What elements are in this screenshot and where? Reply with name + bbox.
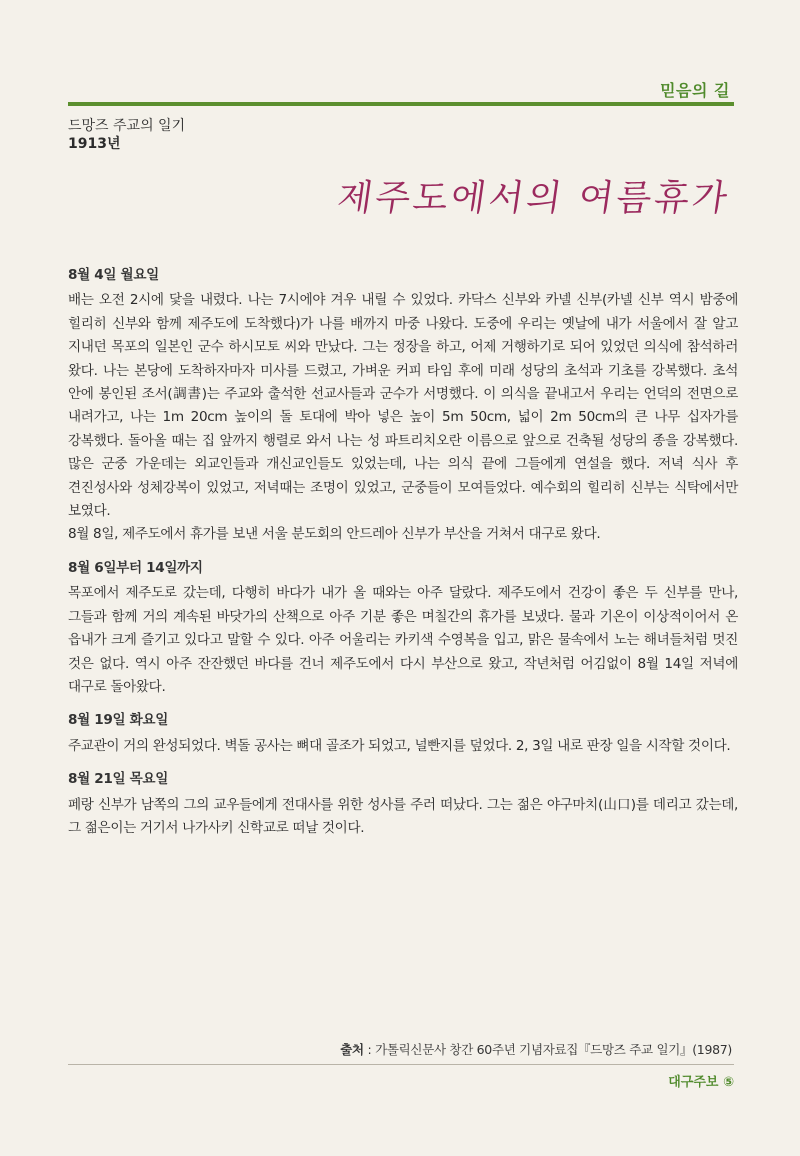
article-body (68, 264, 738, 850)
page-footer (68, 1064, 734, 1092)
entry-date: 8월 21일 목요일 (68, 771, 168, 788)
entry-paragraph: 페랑 신부가 남쪽의 그의 교우들에게 전대사를 위한 성사를 주러 떠났다. 그는 젊은 야구마치(山口)를 데리고 갔는데, 그 젊은이는 거기서 나가사키 신학교로 떠날 것이다. (68, 796, 738, 836)
entry-date: 8월 6일부터 14일까지 (68, 559, 203, 576)
series-title: 드망즈 주교의 일기 (68, 118, 186, 134)
source-text: : 가톨릭신문사 창간 60주년 기념자료집『드망즈 주교 일기』(1987) (363, 1042, 732, 1057)
publication-page-number: 대구주보 ⑤ (668, 1075, 734, 1090)
entry-date: 8월 4일 월요일 (68, 267, 159, 283)
entry-paragraph: 목포에서 제주도로 갔는데, 다행히 바다가 내가 올 때와는 아주 달랐다. 제주도에서 건강이 좋은 두 신부를 만나, 그들과 함께 거의 계속된 바닷가의 산책으로 아주 기분 좋은 며칠간의 휴가를 보냈다. 물과 기온이 이상적이어서 온 읍내가 크게 즐기고 있다고 말할 수 있다. 아주 어울리는 카키색 수영복을 입고, 맑은 물속에서 노는 해녀들처럼 멋진 것은 없다. 역시 아주 잔잔했던 바다를 건너 제주도에서 다시 부산으로 왔고, 작년처럼 어김없이 8월 14일 저녁에 대구로 돌아왔다. (68, 585, 738, 695)
entry-date: 8월 19일 화요일 (68, 712, 168, 729)
header-rule (68, 102, 734, 106)
source-label: 출처 (340, 1042, 364, 1057)
diary-entry (68, 264, 738, 547)
source-citation (340, 1040, 732, 1058)
entry-paragraph: 주교관이 거의 완성되었다. 벽돌 공사는 뼈대 골조가 되었고, 널빤지를 덮었다. 2, 3일 내로 판장 일을 시작할 것이다. (68, 737, 731, 754)
entry-paragraph: 배는 오전 2시에 닻을 내렸다. 나는 7시에야 겨우 내릴 수 있었다. 카닥스 신부와 카넬 신부(카넬 신부 역시 밤중에 힐리히 신부와 함께 제주도에 도착했다)가 나를 배까지 마중 나왔다. 도중에 우리는 옛날에 내가 서울에서 잘 알고 지내던 목포의 일본인 군수 하시모토 씨와 만났다. 그는 정장을 하고, 어제 거행하기로 되어 있었던 의식에 참석하러 왔다. 나는 본당에 도착하자마자 미사를 드렸고, 가벼운 커피 타임 후에 미래 성당의 초석과 기초를 강복했다. 초석 안에 봉인된 조서(調書)는 주교와 출석한 선교사들과 군수가 서명했다. 이 의식을 끝내고서 우리는 언덕의 전면으로 내려가고, 나는 1m 20cm 높이의 돌 토대에 박아 넣은 높이 5m 50cm, 넓이 2m 50cm의 큰 나무 십자가를 강복했다. 돌아올 때는 집 앞까지 행렬로 와서 나는 성 파트리치오란 이름으로 앞으로 건축될 성당의 종을 강복했다. 많은 군중 가운데는 외교인들과 개신교인들도 있었는데, 나는 의식 끝에 그들에게 연설을 했다. 저녁 식사 후 견진성사와 성체강복이 있었고, 저녁때는 조명이 있었고, 군중들이 모여들었다. 예수회의 힐리히 신부는 식탁에서만 보였다. (68, 292, 738, 520)
article-title: 제주도에서의 여름휴가 (334, 178, 733, 219)
diary-entry (68, 768, 738, 840)
series-year: 1913년 (68, 136, 121, 152)
entry-paragraph: 8월 8일, 제주도에서 휴가를 보낸 서울 분도회의 안드레아 신부가 부산을 거쳐서 대구로 왔다. (68, 526, 601, 543)
section-tag: 믿음의 길 (660, 81, 730, 100)
diary-entry (68, 557, 738, 699)
diary-entry (68, 709, 738, 758)
